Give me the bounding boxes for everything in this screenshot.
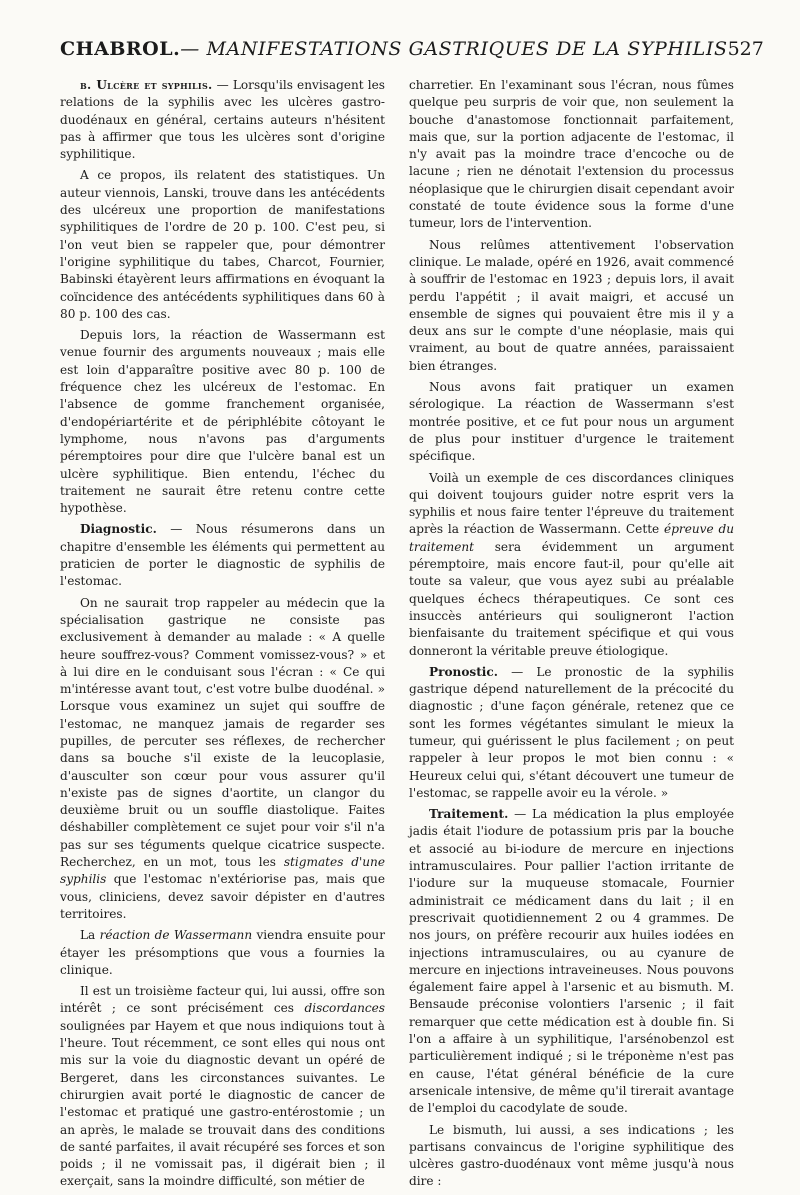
section-heading-pronostic: Pronostic. bbox=[429, 664, 498, 679]
paragraph: Pronostic. — Le pronostic de la syphilis gastrique dépend naturellement de la précocité du diagnostic ; d'une façon générale, retenez que ce sont les formes végétantes simulant le mieux la tumeur, qui guérissent le plus facilement ; on peut rappeler à leur propos le mot bien connu : « Heureux celui qui, s'étant découvert une tumeur de l'estomac, se rappelle avoir eu la vérole. » bbox=[409, 664, 734, 800]
paragraph: Traitement. — La médication la plus employée jadis était l'iodure de potassium pris par la bouche et associé au bi-iodure de mercure en injections intramusculaires. Pour pallier l'action irritante de l'iodure sur la muqueuse stomacale, Fournier administrait ce médicament dans du lait ; il en prescrivait quotidiennement 2 ou 4 grammes. De nos jours, on préfère recourir aux huiles iodées en injections intramusculaires, ou au cyanure de mercure en injections intraveineuses. Nous pouvons également faire appel à l'arsenic et au bismuth. M. Bensaude préconise volontiers l'arsenic ; il fait remarquer que cette médication est à double fin. Si l'on a affaire à un syphilitique, l'arsénobenzol est particulièrement indiqué ; si le tréponème n'est pas en cause, l'état général bénéficie de la cure arsenicale intensive, de même qu'il tirerait avantage de l'emploi du cacodylate de soude. bbox=[409, 807, 734, 1116]
paragraph: Voilà un exemple de ces discordances cliniques qui doivent toujours guider notre esprit vers la syphilis et nous faire tenter l'épreuve du traitement après la réaction de Wassermann. Cette épreuve du traitement sera évidemment un argument péremptoire, mais encore faut-il, pour qu'elle ait toute sa valeur, que vous ayez subi au préalable quelques échecs thérapeutiques. Ce sont ces insuccès antérieurs qui souligneront l'action bienfaisante du traitement spécifique et qui vous donneront la véritable preuve étiologique. bbox=[409, 470, 734, 658]
paragraph: Diagnostic. — Nous résumerons dans un chapitre d'ensemble les éléments qui permettent au praticien de porter le diagnostic de syphilis de l'estomac. bbox=[60, 522, 385, 589]
header-author: CHABROL. bbox=[60, 38, 181, 60]
paragraph: Nous relûmes attentivement l'observation clinique. Le malade, opéré en 1926, avait commencé à souffrir de l'estomac en 1923 ; depuis lors, il avait perdu l'appétit ; il avait maigri, et accusé un ensemble de signes qui pouvaient être mis il y a deux ans sur le compte d'une néoplasie, mais qui vraiment, au bout de quatre années, paraissaient bien étranges. bbox=[409, 237, 734, 373]
paragraph: Depuis lors, la réaction de Wassermann est venue fournir des arguments nouveaux ; mais elle est loin d'apparaître positive avec 80 p. 100 de fréquence chez les ulcéreux de l'estomac. En l'absence de gomme franchement organisée, d'endopériartérite et de périphlébite côtoyant le lymphome, nous n'avons pas d'arguments péremptoires pour dire que l'ulcère banal est un ulcère syphilitique. Bien entendu, l'échec du traitement ne saurait être retenu contre cette hypothèse. bbox=[60, 328, 385, 516]
page-number: 527 bbox=[727, 38, 764, 60]
left-column bbox=[60, 77, 385, 1195]
right-column bbox=[409, 77, 734, 1195]
paragraph: charretier. En l'examinant sous l'écran, nous fûmes quelque peu surpris de voir que, non seulement la bouche d'anastomose fonctionnait parfaitement, mais que, sur la portion adjacente de l'estomac, il n'y avait pas la moindre trace d'encoche ou de lacune ; rien ne dénotait l'extension du processus néoplasique que le chirurgien disait cependant avoir constaté de toute évidence sous la forme d'une tumeur, lors de l'intervention. bbox=[409, 78, 734, 231]
paragraph: La réaction de Wassermann viendra ensuite pour étayer les présomptions que vous a fournies la clinique. bbox=[60, 928, 385, 977]
paragraph: Il est un troisième facteur qui, lui aussi, offre son intérêt ; ce sont précisément ces discordances soulignées par Hayem et que nous indiquions tout à l'heure. Tout récemment, ce sont elles qui nous ont mis sur la voie du diagnostic devant un opéré de Bergeret, dans les circonstances suivantes. Le chirurgien avait porté le diagnostic de cancer de l'estomac et pratiqué une gastro-entérostomie ; un an après, le malade se trouvait dans des conditions de santé parfaites, il avait récupéré ses forces et son poids ; il ne vomissait pas, il digérait bien ; il exerçait, sans la moindre difficulté, son métier de bbox=[60, 984, 385, 1189]
paragraph: Nous avons fait pratiquer un examen sérologique. La réaction de Wassermann s'est montrée positive, et ce fut pour nous un argument de plus pour instituer d'urgence le traitement spécifique. bbox=[409, 380, 734, 464]
paragraph: b. Ulcère et syphilis. — Lorsqu'ils envisagent les relations de la syphilis avec les ulcères gastro-duodénaux en général, certains auteurs n'hésitent pas à affirmer que tous les ulcères sont d'origine syphilitique. bbox=[60, 78, 385, 162]
header-title: — MANIFESTATIONS GASTRIQUES DE LA SYPHILIS bbox=[180, 38, 728, 60]
paragraph: A ce propos, ils relatent des statistiques. Un auteur viennois, Lanski, trouve dans les antécédents des ulcéreux une proportion de manifestations syphilitiques de l'ordre de 20 p. 100. C'est peu, si l'on veut bien se rappeler que, pour démontrer l'origine syphilitique du tabes, Charcot, Fournier, Babinski étayèrent leurs affirmations en évoquant la coïncidence des antécédents syphilitiques dans 60 à 80 p. 100 des cas. bbox=[60, 168, 385, 321]
running-header bbox=[60, 38, 764, 70]
paragraph: On ne saurait trop rappeler au médecin que la spécialisation gastrique ne consiste pas exclusivement à demander au malade : « A quelle heure souffrez-vous? Comment vomissez-vous? » et à lui dire en le conduisant sous l'écran : « Ce qui m'intéresse avant tout, c'est votre bulbe duodénal. » Lorsque vous examinez un sujet qui souffre de l'estomac, ne manquez jamais de regarder ses pupilles, de percuter ses réflexes, de rechercher dans sa bouche s'il existe de la leucoplasie, d'ausculter son cœur pour vous assurer qu'il n'existe pas de signes d'aortite, un clangor du deuxième bruit ou un souffle diastolique. Faites déshabiller complètement ce sujet pour voir s'il n'a pas sur ses téguments quelque cicatrice suspecte. Recherchez, en un mot, tous les stigmates d'une syphilis que l'estomac n'extériorise pas, mais que vous, cliniciens, devez savoir dépister en d'autres territoires. bbox=[60, 595, 386, 921]
section-heading-ulcere: b. Ulcère et syphilis. bbox=[80, 78, 213, 92]
paragraph: Le bismuth, lui aussi, a ses indications ; les partisans convaincus de l'origine syphilitique des ulcères gastro-duodénaux vont même jusqu'à nous dire : bbox=[409, 1122, 734, 1189]
section-heading-traitement: Traitement. bbox=[429, 807, 509, 822]
section-heading-diagnostic: Diagnostic. bbox=[80, 522, 157, 537]
